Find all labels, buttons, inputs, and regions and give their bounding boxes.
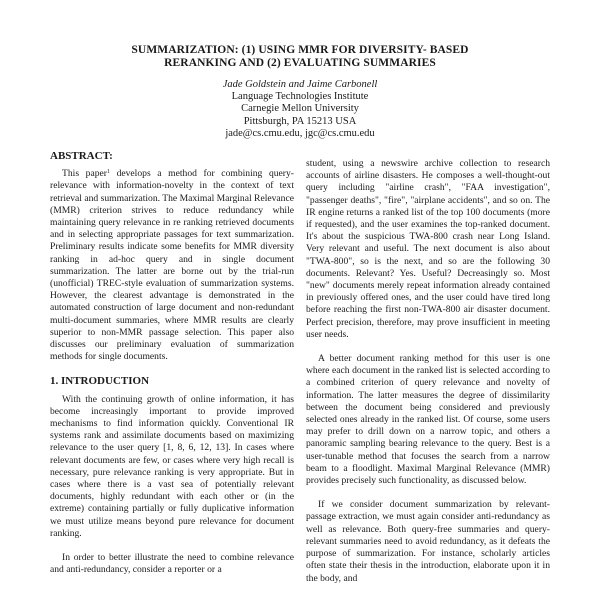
title-line-2: RERANKING AND (2) EVALUATING SUMMARIES [164,57,436,69]
title-line-1: SUMMARIZATION: (1) USING MMR FOR DIVERSITY- BASED [131,44,469,56]
intro-paragraph-1: With the continuing growth of online information, it has become increasingly important to provide improved mechanisms to find information quickly. Conventional IR systems rank and assimilate documents based on maximizing relevance to the user query [1, 8, 6, 12, 13]. In cases where relevant documents are few, or cases where very high recall is necessary, pure relevance ranking is very appropriate. But in cases where there is a vast sea of potentially relevant documents, highly redundant with each other or (in the extreme) containing partially or fully duplicative information we must utilize means beyond pure relevance for document ranking. [50,393,294,539]
right-paragraph-3: If we consider document summarization by relevant-passage extraction, we must again consider anti-redundancy as well as relevance. Both query-free summaries and query-relevant summaries need to avoid redundancy, as it defeats the purpose of summarization. For instance, scholarly articles often state their thesis in the introduction, elaborate upon it in the body, and [306,499,550,584]
abstract-text [50,168,294,363]
right-paragraph-2: A better document ranking method for this user is one where each document in the ranked list is selected according to a combined criterion of query relevance and novelty of information. The latter measures the degree of dissimilarity between the document being considered and previously selected ones already in the ranked list. Of course, some users may prefer to drill down on a narrow topic, and others a panoramic sampling bearing relevance to the query. Best is a user-tunable method that focuses the search from a narrow beam to a floodlight. Maximal Marginal Relevance (MMR) provides precisely such functionality, as discussed below. [306,353,550,487]
paper-title [60,44,540,70]
author-names: Jade Goldstein and Jaime Carbonell [222,79,378,90]
university: Carnegie Mellon University [241,103,359,115]
abstract-body: develops a method for combining query-relevance with information-novelty in the context of text retrieval and summarization. The Maximal Marginal Relevance (MMR) criterion strives to reduce redundancy while maintaining query relevance in re ranking retrieved documents and in selecting appropriate passages for text summarization. Preliminary results indicate some benefits for MMR diversity ranking in ad-hoc query and in single document summarization. The latter are borne out by the trial-run (unofficial) TREC-style evaluation of summarization systems. However, the clearest advantage is demonstrated in the automated construction of large document and non-redundant multi-document summaries, where MMR results are clearly superior to non-MMR passage selection. This paper also discusses our preliminary evaluation of summarization methods for single documents. [50,168,294,363]
author-emails: jade@cs.cmu.edu, jgc@cs.cmu.edu [225,127,375,139]
footnote-marker: 1 [106,169,110,176]
introduction-heading: 1. INTRODUCTION [50,375,150,388]
author-block [150,79,450,140]
intro-paragraph-2: In order to better illustrate the need to combine relevance and anti-redundancy, consider a reporter or a [50,552,294,576]
right-column [306,158,550,597]
abstract-lead: This paper [62,168,107,180]
address: Pittsburgh, PA 15213 USA [243,115,357,127]
abstract-heading: ABSTRACT: [50,150,113,162]
left-column [50,150,294,589]
affiliation: Language Technologies Institute [231,91,369,103]
right-paragraph-1: student, using a newswire archive collection to research accounts of airline disasters. He composes a well-thought-out query including "airline crash", "FAA investigation", "passenger deaths", "fire", "airplane accidents", and so on. The IR engine returns a ranked list of the top 100 documents (more if requested), and the user examines the top-ranked document. It's about the suspicious TWA-800 crash near Long Island. Very relevant and useful. The next document is also about "TWA-800", so is the next, and so are the following 30 documents. Relevant? Yes. Useful? Decreasingly so. Most "new" documents merely repeat information already contained in previously offered ones, and the user could have tired long before reaching the first non-TWA-800 air disaster document. Perfect precision, therefore, may prove insufficient in meeting user needs. [306,158,550,340]
